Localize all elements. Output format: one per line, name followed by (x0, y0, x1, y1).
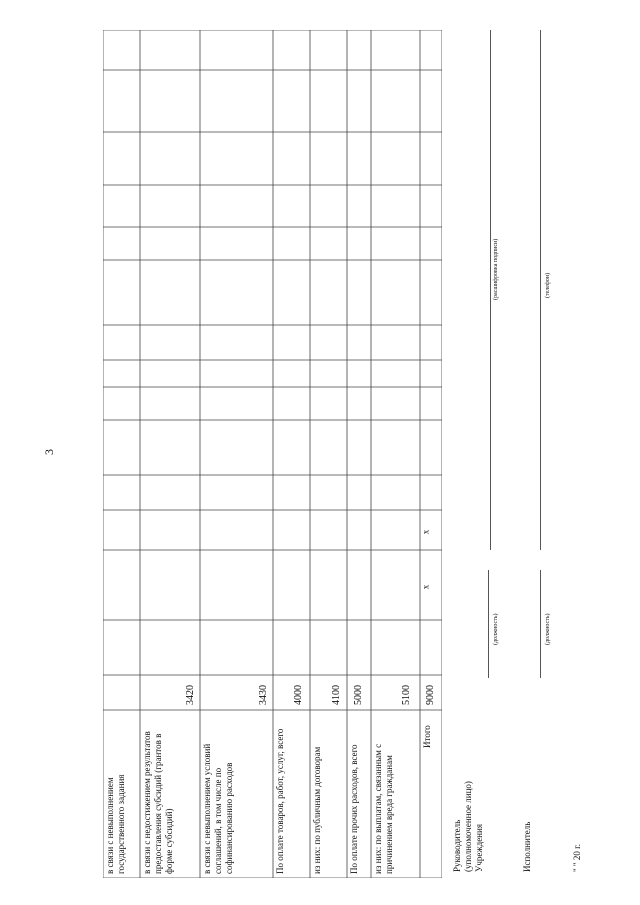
caption-position-2: (должность) (545, 613, 551, 645)
row-label: из них: по публичным договорам (312, 746, 322, 874)
row-code: 5000 (353, 685, 364, 705)
x-mark: x (420, 529, 431, 535)
row-code: 4000 (293, 685, 304, 705)
page-number: 3 (42, 449, 56, 455)
row-code: 4100 (331, 685, 342, 705)
head-label-1: Руководитель (452, 819, 462, 872)
caption-decode: (расшифровка подписи) (493, 238, 499, 300)
row-label: в связи с невыполнением государственного задания (105, 774, 126, 874)
report-table (103, 30, 442, 878)
head-label-2: (уполномоченное лицо) (463, 781, 473, 872)
caption-position: (должность) (493, 613, 499, 645)
date-line: " " 20 г. (572, 843, 582, 872)
row-code: 5100 (401, 685, 412, 705)
row-code: 3430 (258, 685, 269, 705)
row-label: в связи с недостижением результатов предоставления субсидий (грантов в форме субсидий) (142, 731, 174, 874)
row-code: 9000 (425, 685, 436, 705)
row-code: 3420 (185, 685, 196, 705)
row-label: в связи с невыполнением условий соглашений, в том числе по софинансированию расходов (202, 743, 234, 874)
row-label: из них: по выплатам, связанным с причинением вреда гражданам (373, 743, 394, 874)
row-label: По оплате прочих расходов, всего (349, 744, 359, 874)
row-label-total: Итого (422, 725, 432, 748)
position-line (488, 570, 489, 678)
head-label-3: Учреждения (474, 824, 484, 872)
row-label: По оплате товаров, работ, услуг, всего (275, 728, 285, 874)
position-line-2 (540, 570, 541, 678)
caption-phone: (телефон) (545, 272, 551, 298)
x-mark: x (420, 584, 431, 590)
phone-line (540, 30, 541, 550)
executor-label: Исполнитель (522, 821, 532, 872)
decode-line (490, 30, 491, 550)
